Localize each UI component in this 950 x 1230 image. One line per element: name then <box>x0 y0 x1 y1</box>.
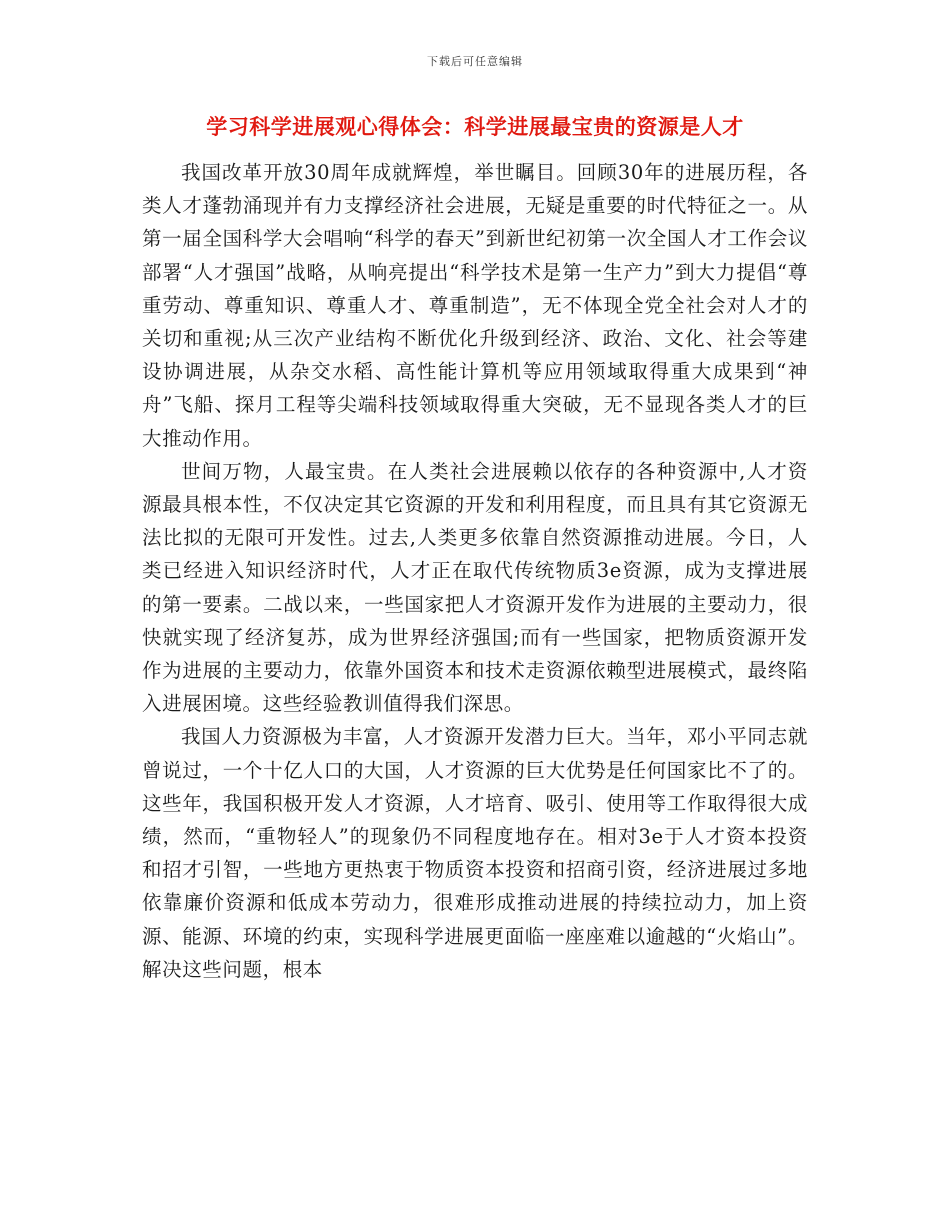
paragraph-1: 我国改革开放30周年成就辉煌，举世瞩目。回顾30年的进展历程，各类人才蓬勃涌现并有力支撑经济社会进展，无疑是重要的时代特征之一。从第一届全国科学大会唱响“科学的春天”到新世纪初第一次全国人才工作会议部署“人才强国”战略，从响亮提出“科学技术是第一生产力”到大力提倡“尊重劳动、尊重知识、尊重人才、尊重制造”，无不体现全党全社会对人才的关切和重视;从三次产业结构不断优化升级到经济、政治、文化、社会等建设协调进展，从杂交水稻、高性能计算机等应用领域取得重大成果到“神舟”飞船、探月工程等尖端科技领域取得重大突破，无不显现各类人才的巨大推动作用。 <box>142 161 808 450</box>
paragraph-2: 世间万物，人最宝贵。在人类社会进展赖以依存的各种资源中,人才资源最具根本性，不仅决定其它资源的开发和利用程度，而且具有其它资源无法比拟的无限可开发性。过去,人类更多依靠自然资源推动进展。今日，人类已经进入知识经济时代，人才正在取代传统物质3e资源，成为支撑进展的第一要素。二战以来，一些国家把人才资源开发作为进展的主要动力，很快就实现了经济复苏，成为世界经济强国;而有一些国家，把物质资源开发作为进展的主要动力，依靠外国资本和技术走资源依赖型进展模式，最终陷入进展困境。这些经验教训值得我们深思。 <box>142 459 808 716</box>
header-note: 下载后可任意编辑 <box>427 55 523 68</box>
document-title: 学习科学进展观心得体会：科学进展最宝贵的资源是人才 <box>206 114 744 139</box>
document-body <box>142 156 808 986</box>
paragraph-3: 我国人力资源极为丰富，人才资源开发潜力巨大。当年，邓小平同志就曾说过，一个十亿人口的大国，人才资源的巨大优势是任何国家比不了的。这些年，我国积极开发人才资源，人才培育、吸引、使用等工作取得很大成绩，然而，“重物轻人”的现象仍不同程度地存在。相对3e于人才资本投资和招才引智，一些地方更热衷于物质资本投资和招商引资，经济进展过多地依靠廉价资源和低成本劳动力，很难形成推动进展的持续拉动力，加上资源、能源、环境的约束，实现科学进展更面临一座座难以逾越的“火焰山”。解决这些问题，根本 <box>142 725 808 981</box>
